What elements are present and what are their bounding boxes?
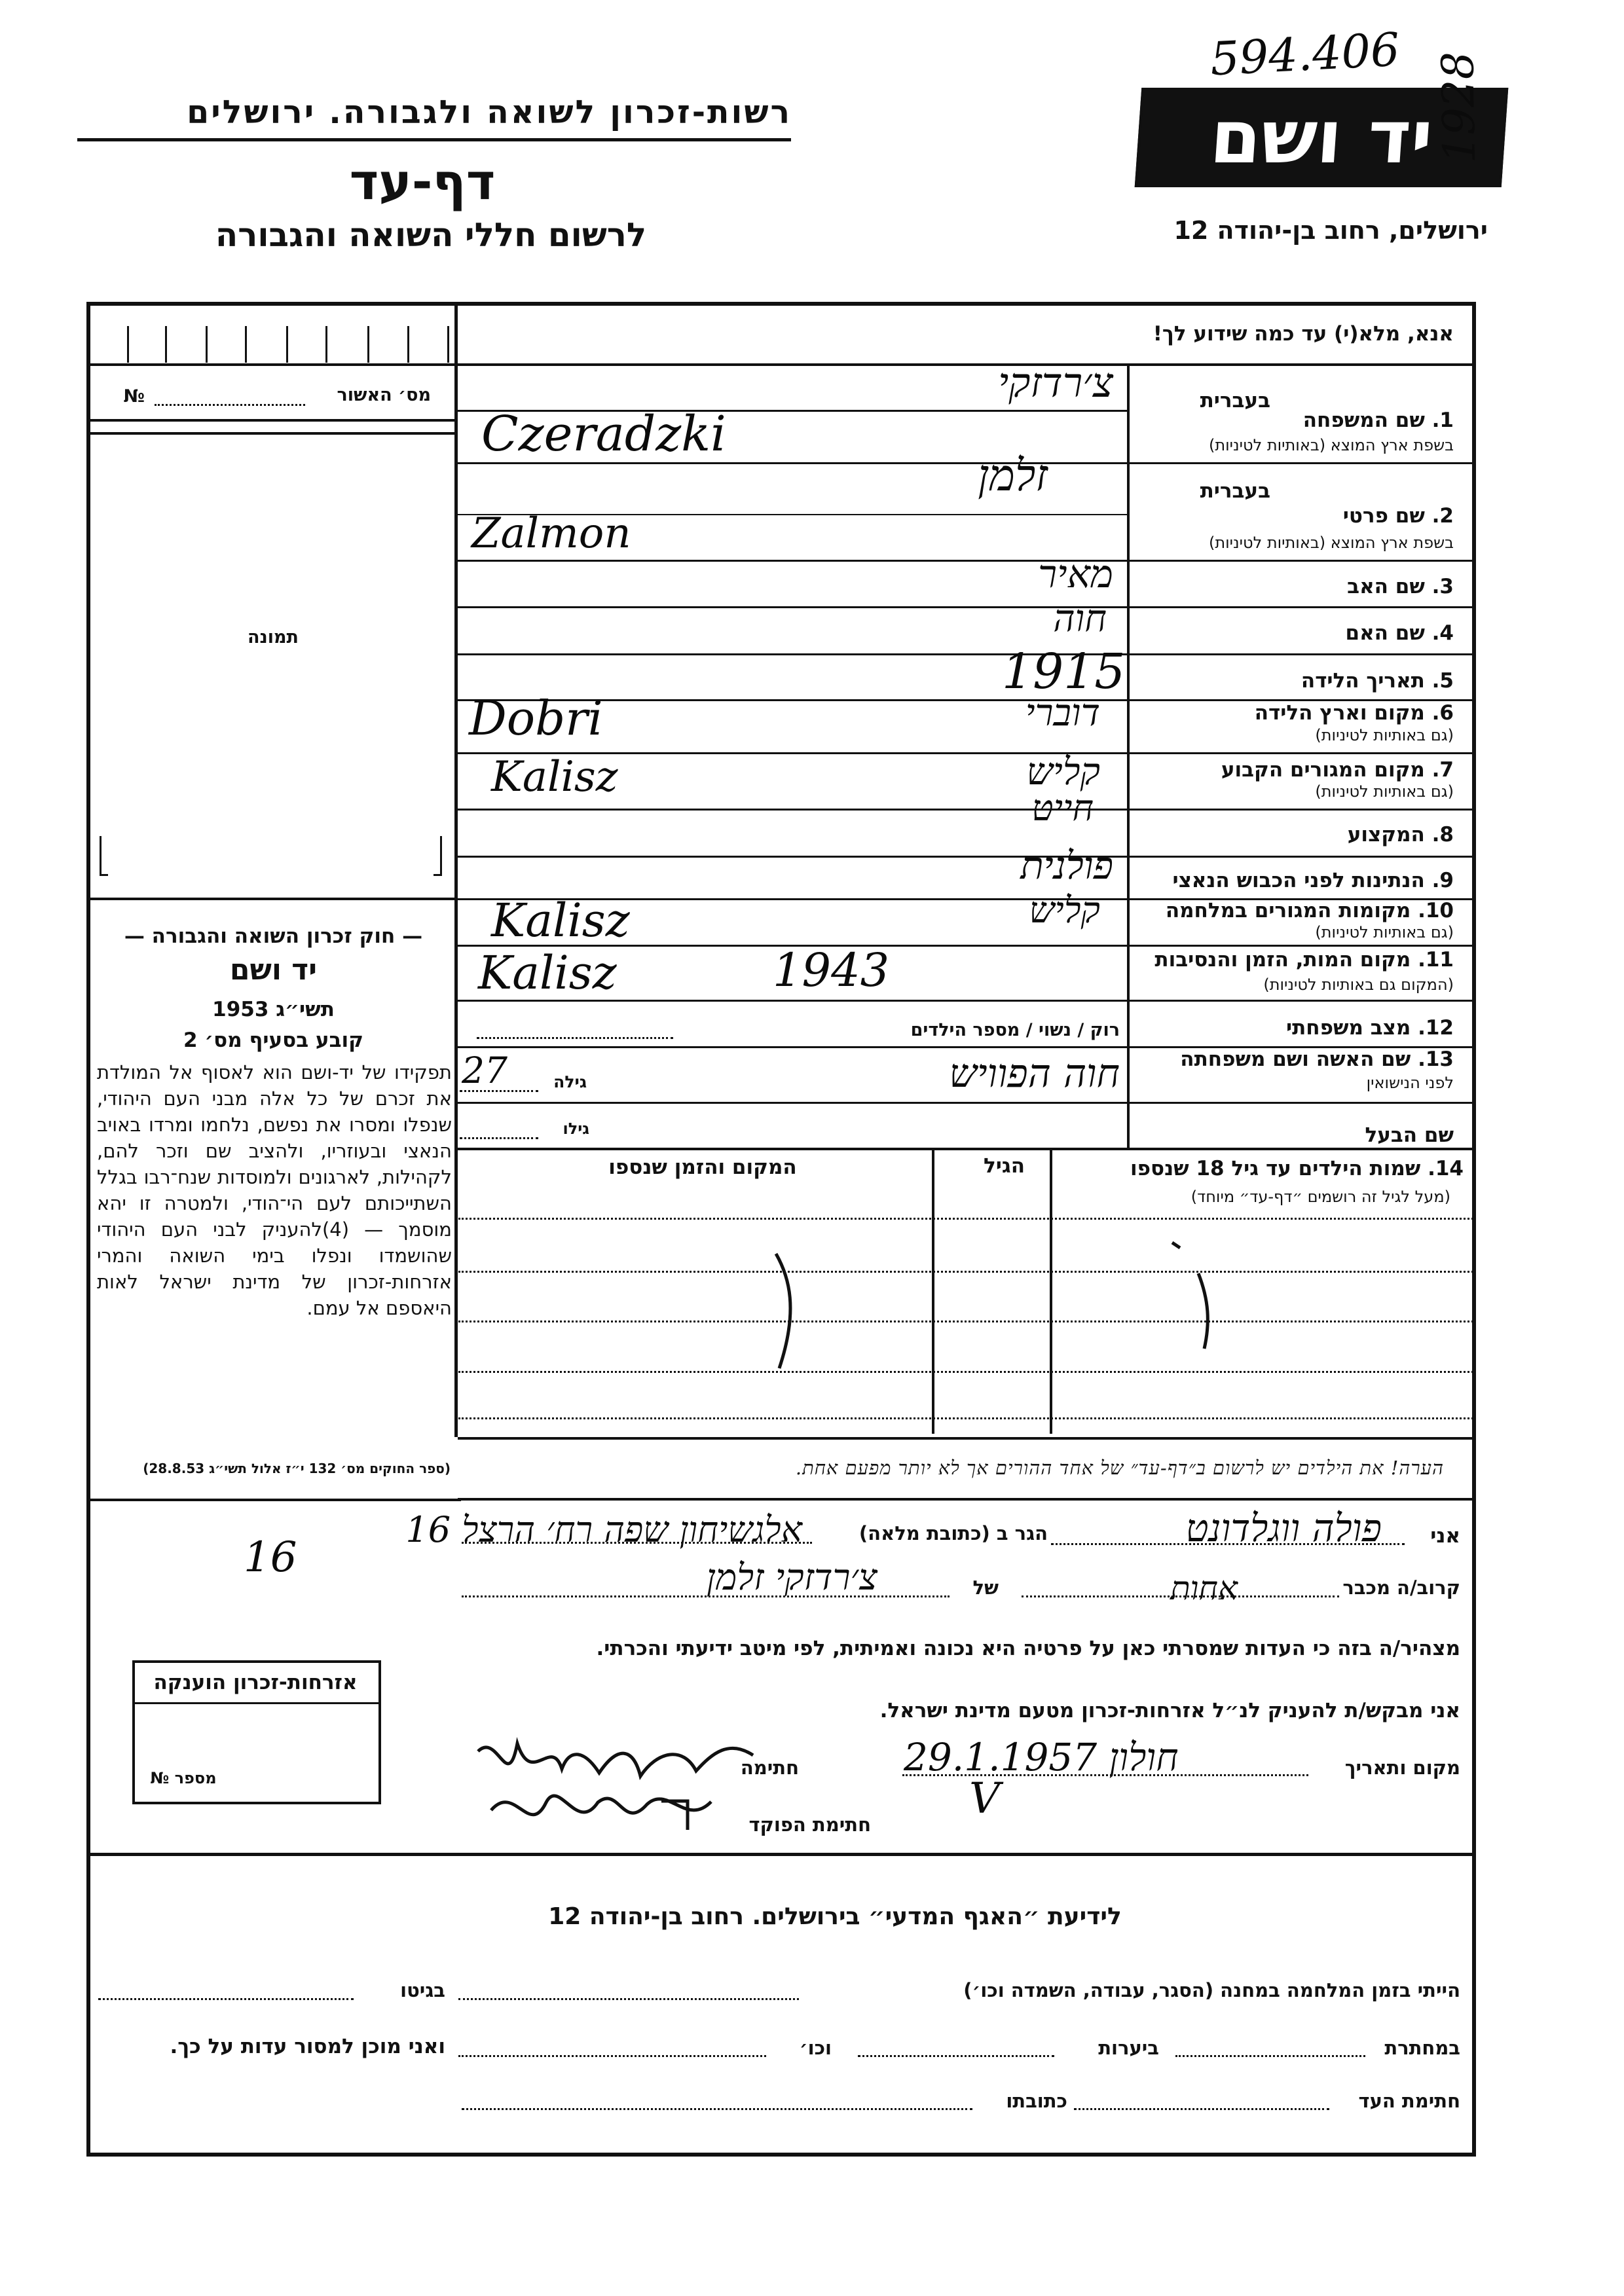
field-1-number: 1.: [1431, 409, 1454, 432]
place-date-label: מקום ותאריך: [1344, 1757, 1460, 1779]
law-name: יד ושם: [229, 953, 318, 987]
field-8-number: 8.: [1431, 823, 1454, 847]
children-table-top: [456, 1148, 1476, 1150]
mother-name: חוה: [1053, 597, 1107, 640]
row-line-13: [456, 1000, 1476, 1002]
children-row-1: [458, 1218, 1473, 1220]
wife-age: 27: [462, 1049, 507, 1091]
field-3-number: 3.: [1431, 575, 1454, 598]
field-5-number: 5.: [1431, 669, 1454, 693]
note-bottom-line: [458, 1498, 1476, 1501]
relation-line: [1022, 1595, 1339, 1597]
field-6-sub: (גם באותיות לטיניות): [1315, 726, 1454, 744]
residence-latin: Kalisz: [491, 753, 618, 801]
citizenship-request: אני מבקש/ת להעניק לנ״ל אזרחות-זכרון מטעם מדינת ישראל.: [879, 1699, 1460, 1722]
header-underline: [77, 138, 791, 141]
footer-address-label: כתובתו: [1006, 2090, 1067, 2112]
approval-number-symbol: №: [123, 386, 145, 407]
footer-etc-label: וכו׳: [799, 2037, 832, 2059]
birth-place-latin: Dobri: [469, 691, 603, 746]
wife-age-label: גילה: [553, 1072, 587, 1091]
relation-value: אחות: [1170, 1569, 1238, 1607]
address-line: [462, 1542, 812, 1544]
row-line-15: [456, 1102, 1476, 1104]
field-10-label: [1133, 899, 1454, 922]
footer-top-line: [86, 1853, 1476, 1856]
birth-place-hebrew: דוברי: [1025, 691, 1100, 735]
of-value: צ׳רדזקי זלמן: [706, 1556, 877, 1598]
handwritten-signatures: [471, 1725, 766, 1850]
form-subtitle: לרשום חללי השואה והגבורה: [215, 216, 647, 254]
field-8-name: המקצוע: [1347, 823, 1425, 847]
footer-forests-label: ביערות: [1098, 2037, 1159, 2059]
field-10-sub: (גם באותיות לטיניות): [1315, 923, 1454, 941]
field-5-label: [1185, 669, 1454, 693]
field-2-hebrew-label: בעברית: [1200, 479, 1270, 503]
field-7-sub: (גם באותיות לטיניות): [1315, 782, 1454, 801]
row-line-6: [456, 653, 1476, 655]
law-text: תפקידו של יד-ושם הוא לאסוף אל המולדת את זכרם של כל אלה מבני העם היהודי, שנפלו ומסרו את נפשם, נלחמו ומרדו באויב הנאצי ובעוזריו, ולהציב שם וזכר להם, לקהילות, לארגונים ולמוסדות שנח־רבו בגלל השתייכותם לעם הי־הודי, ולמטרה זו יהא מוסמך — (4)להעניק לבני העם היהודי שהושמדו ונפלו בימי השואה והמרי אזרחות-זכרון של מדינת ישראל לאות היאספם אל עמם.: [97, 1061, 452, 1319]
label-column-divider: [1127, 363, 1130, 1148]
field-11-sub: (המקום גם באותיות לטיניות): [1263, 975, 1454, 994]
field-6-name: מקום וארץ הלידה: [1254, 701, 1425, 725]
field-11-number: 11.: [1418, 948, 1454, 972]
residence-hebrew: קליש: [1026, 750, 1100, 793]
photo-corner-right: [434, 836, 442, 876]
field-13-sub: לפני הנישואין: [1366, 1074, 1454, 1092]
stamp-divider: [134, 1702, 380, 1704]
footer-ghetto-line: [98, 1998, 354, 2000]
first-name-hebrew: זלמן: [978, 450, 1048, 501]
children-row-5: [458, 1417, 1473, 1419]
declarant-name: פולה ווגלדונט: [1185, 1506, 1382, 1550]
address-house-number: 16: [244, 1533, 297, 1582]
law-source: (ספר החוקים מס׳ 132 י״ז אלול תשי״ג 28.8.53): [143, 1461, 451, 1476]
footer-ghetto-label: בגיטו: [400, 1979, 445, 2001]
field-12-number: 12.: [1418, 1016, 1454, 1040]
field-2-label: [1185, 504, 1454, 528]
field-11-label: [1133, 948, 1454, 972]
yad-vashem-address: ירושלים, רחוב בן-יהודה 12: [1173, 216, 1488, 245]
footer-title: לידיעת ״האגף המדעי״ בירושלים. רחוב בן-יהודה 12: [548, 1903, 1122, 1930]
declarant-line: [1051, 1543, 1405, 1545]
approval-label: מס׳ האשור: [337, 385, 431, 405]
left-id-row-line: [88, 419, 454, 422]
left-photo-top-line: [88, 432, 454, 435]
field-13-name: שם האשה ושם משפחתה: [1180, 1048, 1411, 1071]
field-11-name: מקום המות, הזמן והנסיבות: [1154, 948, 1411, 972]
place-date-value: חולון 29.1.1957: [904, 1735, 1179, 1779]
signature-label: חתימה: [740, 1757, 799, 1779]
profession: חייט: [1031, 787, 1094, 829]
of-label: של: [972, 1576, 999, 1599]
photo-label: תמונה: [247, 627, 299, 647]
tick-marks: [127, 326, 448, 363]
field-4-name: שם האם: [1345, 621, 1425, 645]
husband-age-line: [460, 1137, 538, 1139]
form-title: דף-עד: [349, 153, 496, 211]
field-6-label: [1133, 701, 1454, 725]
footer-witness-signature-line: [1074, 2108, 1329, 2110]
stamp-title: אזרחות-זכרון הוענקה: [153, 1671, 358, 1694]
field-4-label: [1185, 621, 1454, 645]
field-1-sub: בשפת ארץ המוצא (באותיות לטיניות): [1209, 436, 1454, 454]
war-residence-hebrew: קליש: [1029, 889, 1100, 931]
field-4-number: 4.: [1431, 621, 1454, 645]
footer-camp-line: [458, 1998, 799, 2000]
first-name-latin: Zalmon: [471, 509, 631, 558]
of-line: [462, 1595, 950, 1597]
field-9-label: [1133, 869, 1454, 892]
father-name: מאיר: [1038, 551, 1113, 596]
field-1-hebrew-label: בעברית: [1200, 389, 1270, 412]
citizenship: פולנית: [1020, 843, 1113, 888]
family-status-options: רוק / נשוי / מספר הילדים: [910, 1020, 1120, 1040]
law-clause: קובע בסעיף מס׳ 2: [183, 1029, 363, 1052]
field-7-name: מקום המגורים הקבוע: [1221, 758, 1425, 782]
catalog-number: 594.406: [1209, 22, 1401, 86]
field-9-number: 9.: [1431, 869, 1454, 892]
war-residence-latin: Kalisz: [491, 894, 630, 947]
field-6-number: 6.: [1431, 701, 1454, 725]
left-photo-bottom-line: [88, 898, 454, 900]
field-2-sub: בשפת ארץ המוצא (באותיות לטיניות): [1209, 534, 1454, 552]
officer-mark: V: [969, 1774, 1000, 1823]
law-year: תשי״ג 1953: [212, 998, 335, 1021]
wife-age-line: [460, 1090, 538, 1092]
fill-instruction: אנא, מלא(י) עד כמה שידוע לך!: [1153, 322, 1454, 346]
field-12-label: [1185, 1016, 1454, 1040]
address-label: הגר ב (כתובת מלאה): [858, 1522, 1048, 1544]
children-place-header: המקום והזמן שנספו: [608, 1156, 797, 1179]
institution-title: רשות-זכרון לשואה ולגבורה. ירושלים: [187, 94, 792, 131]
declarant-label: אני: [1430, 1524, 1460, 1548]
field-3-label: [1185, 575, 1454, 598]
field-1-label: [1185, 409, 1454, 432]
footer-underground-label: במחתרת: [1384, 2037, 1460, 2059]
death-year: 1943: [773, 943, 890, 997]
field-10-name: מקומות המגורים במלחמה: [1165, 899, 1411, 922]
footer-etc-line: [458, 2055, 766, 2057]
stamp-number: מספר №: [150, 1769, 217, 1787]
field-7-number: 7.: [1431, 758, 1454, 782]
law-title: — חוק זכרון השואה והגבורה —: [124, 924, 423, 948]
footer-witness-signature-label: חתימת העד: [1358, 2090, 1460, 2112]
surname-latin: Czeradzki: [481, 406, 726, 462]
surname-hebrew: צ׳רדזקי: [998, 359, 1113, 407]
footer-underground-line: [1175, 2055, 1365, 2057]
note-top-line: [458, 1437, 1476, 1440]
field-1-name: שם המשפחה: [1302, 409, 1425, 432]
logo-text: יד ושם: [1207, 95, 1436, 180]
field-10-number: 10.: [1418, 899, 1454, 922]
family-status-line: [477, 1037, 673, 1039]
field-3-name: שם האב: [1347, 575, 1425, 598]
footer-camp-label: הייתי בזמן המלחמה במחנה (הסגר, עבודה, השמדה וכו׳): [963, 1979, 1460, 2001]
field-13-number: 13.: [1418, 1048, 1454, 1071]
left-column-divider: [454, 302, 458, 1437]
field-2-name: שם פרטי: [1342, 504, 1425, 528]
wife-name: חוה הפוויש: [949, 1051, 1120, 1097]
children-empty-marks: [720, 1231, 1375, 1394]
field-12-name: מצב משפחתי: [1285, 1016, 1411, 1040]
declaration-statement: מצהיר/ה בזה כי העדות שמסרתי כאן על פרטיה היא נכונה ואמיתית, לפי מיטב ידיעתי והכרתי.: [596, 1637, 1460, 1660]
footer-forests-line: [858, 2055, 1054, 2057]
children-title: שמות הילדים עד גיל 18 שנספו: [1130, 1157, 1421, 1180]
side-number: 1928: [1432, 51, 1485, 164]
left-top-row-line: [88, 363, 454, 366]
place-date-line: [902, 1774, 1308, 1776]
photo-corner-left: [100, 836, 108, 876]
children-note: הערה! את הילדים יש לרשום ב״דף-עד״ של אחד ההורים אך לא יותר מפעם אחת.: [795, 1457, 1444, 1479]
husband-label: שם הבעל: [1365, 1123, 1454, 1147]
footer-address-line: [462, 2108, 972, 2110]
husband-age-label: גילו: [563, 1120, 589, 1138]
field-13-label: [1133, 1048, 1454, 1071]
children-age-header: הגיל: [983, 1154, 1025, 1178]
approval-number-line: [155, 404, 305, 406]
children-sub: (מעל לגיל זה רושמים ״דף-עד״ מיוחד): [1190, 1188, 1450, 1206]
children-label: [1058, 1157, 1464, 1180]
field-8-label: [1185, 823, 1454, 847]
left-law-bottom-line: [88, 1499, 461, 1501]
officer-signature-label: חתימת הפוקד: [748, 1813, 871, 1836]
relation-label: קרוב/ה מכבר: [1342, 1576, 1460, 1599]
address-value: אלגשיחון שפה רח׳ הרצל 16: [405, 1509, 802, 1550]
field-2-number: 2.: [1431, 504, 1454, 528]
footer-testimony-label: ואני מוכן למסור עדות על כך.: [170, 2035, 445, 2058]
death-place-latin: Kalisz: [478, 946, 617, 1000]
birth-date: 1915: [1002, 644, 1126, 700]
field-9-name: הנתינות לפני הכבוש הנאצי: [1172, 869, 1425, 892]
field-5-name: תאריך הלידה: [1301, 669, 1425, 693]
children-number: 14.: [1428, 1157, 1464, 1180]
field-7-label: [1133, 758, 1454, 782]
